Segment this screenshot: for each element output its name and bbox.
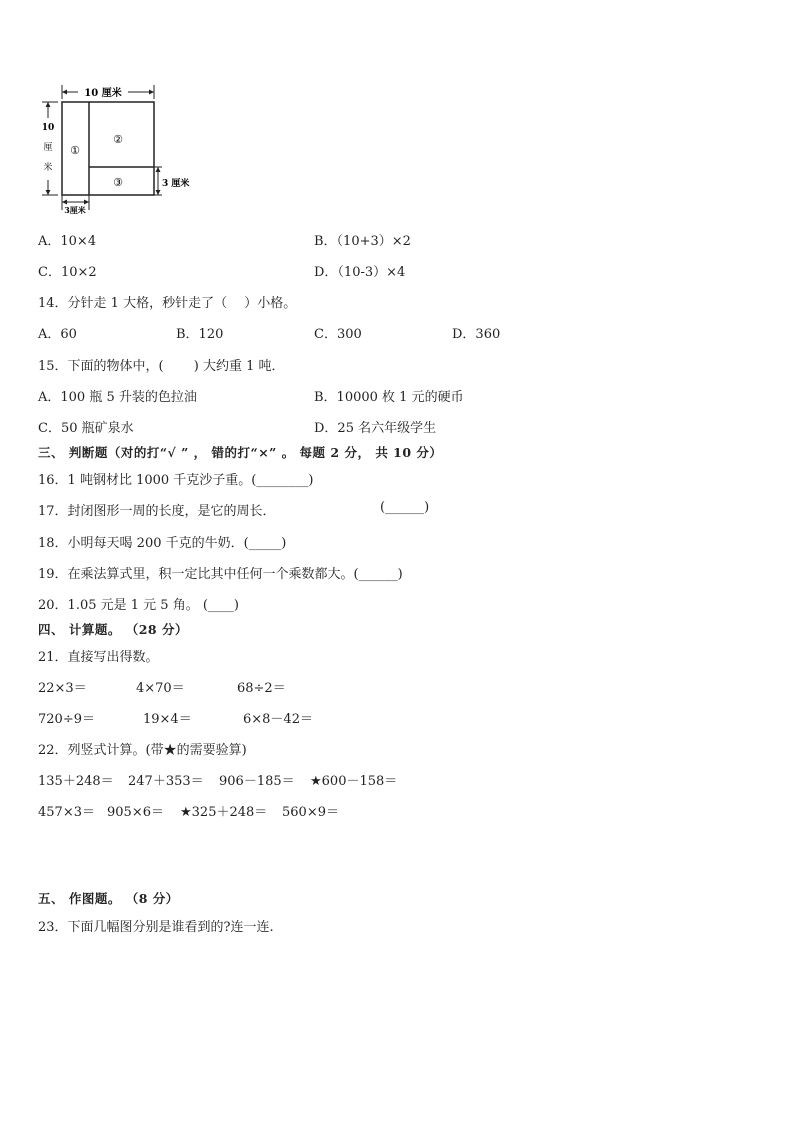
q14-option-d: D．360: [452, 327, 501, 342]
left-dimension-char-1: 厘: [43, 143, 53, 153]
q22-item: ★600－158＝: [310, 774, 398, 789]
region-1-label: ①: [70, 144, 80, 157]
q16: 16．1 吨钢材比 1000 千克沙子重。(________): [38, 473, 314, 488]
q22-stem: 22．列竖式计算。(带★的需要验算): [38, 743, 247, 758]
section-3-heading: 三、 判断题（对的打“√ ” ， 错的打“×” 。 每题 2 分， 共 10 分）: [38, 445, 443, 460]
q13-option-d: D．（10-3）×4: [314, 265, 406, 280]
q21-item: 6×8－42＝: [243, 712, 313, 727]
left-dimension-number: 10: [41, 123, 55, 133]
q21-item: 4×70＝: [136, 681, 185, 696]
right-dimension-label: 3 厘米: [162, 179, 190, 189]
q14-option-c: C．300: [314, 327, 362, 342]
q13-option-b: B．（10+3）×2: [314, 234, 411, 249]
q15-option-c: C．50 瓶矿泉水: [38, 421, 134, 436]
q21-item: 68÷2＝: [237, 681, 286, 696]
region-2-label: ②: [113, 133, 123, 146]
region-3-label: ③: [113, 176, 123, 189]
q21-item: 22×3＝: [38, 681, 87, 696]
q15-option-a: A．100 瓶 5 升装的色拉油: [38, 390, 197, 405]
q15-option-d: D．25 名六年级学生: [314, 421, 437, 436]
q14-option-b: B．120: [176, 327, 224, 342]
q20: 20．1.05 元是 1 元 5 角。 (____): [38, 598, 239, 613]
q13-option-a: A．10×4: [38, 234, 97, 249]
q15-stem: 15．下面的物体中，( ) 大约重 1 吨．: [38, 359, 285, 374]
left-dimension-char-2: 米: [43, 163, 53, 173]
q22-item: 247＋353＝: [128, 774, 204, 789]
q23-stem: 23．下面几幅图分别是谁看到的?连一连.: [38, 920, 274, 935]
q21-item: 720÷9＝: [38, 712, 95, 727]
q18: 18．小明每天喝 200 千克的牛奶．(_____): [38, 536, 287, 551]
q21-item: 19×4＝: [143, 712, 192, 727]
q14-option-a: A．60: [38, 327, 77, 342]
q17: 17．封闭图形一周的长度，是它的周长．: [38, 504, 276, 519]
q22-item: 905×6＝: [107, 805, 164, 820]
q22-item: 135＋248＝: [38, 774, 114, 789]
bottom-dimension-label: 3厘米: [64, 205, 86, 215]
section-4-heading: 四、 计算题。 （28 分）: [38, 622, 188, 637]
q21-stem: 21．直接写出得数。: [38, 650, 159, 665]
q19: 19．在乘法算式里，积一定比其中任何一个乘数都大。(______): [38, 567, 403, 582]
q17-answer-blank: (______): [380, 500, 430, 515]
rectangle-figure: [38, 80, 198, 215]
q22-item: 560×9＝: [282, 805, 339, 820]
section-5-heading: 五、 作图题。 （8 分）: [38, 891, 179, 906]
q22-item: ★325＋248＝: [180, 805, 268, 820]
q22-item: 457×3＝: [38, 805, 95, 820]
q15-option-b: B．10000 枚 1 元的硬币: [314, 390, 464, 405]
top-dimension-label: 10 厘米: [84, 88, 122, 99]
q14-stem: 14．分针走 1 大格，秒针走了（ ）小格。: [38, 296, 297, 311]
q13-option-c: C．10×2: [38, 265, 97, 280]
q22-item: 906－185＝: [219, 774, 295, 789]
